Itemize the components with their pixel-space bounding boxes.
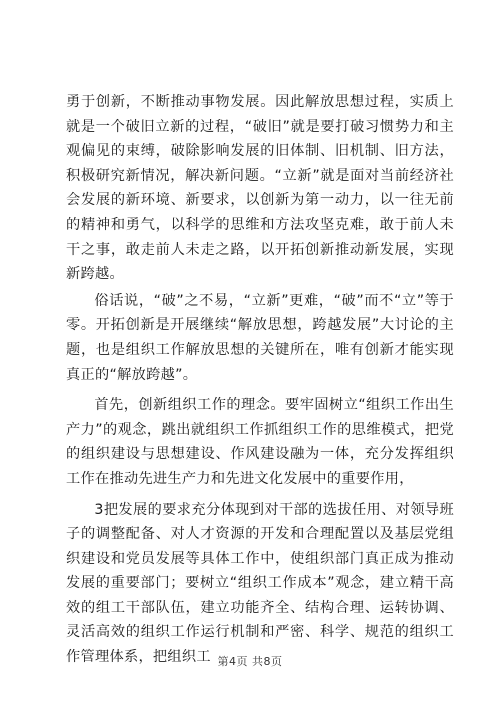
page-number-footer: 第4页 共8页 xyxy=(217,655,283,668)
paragraph-1: 勇于创新，不断推动事物发展。因此解放思想过程，实质上就是一个破旧立新的过程，“破旧”就是要打破习惯势力和主观偏见的束缚，破除影响发展的旧体制、旧机制、旧方法，积极研究新情况，解决新问题。“立新”就是面对当前经济社会发展的新环境、新要求，以创新为第一动力，以一往无前的精神和勇气，以科学的思维和方法攻坚克难，敢于前人未干之事，敢走前人未走之路，以开拓创新推动新发展，实现新跨越。 xyxy=(66,94,454,283)
paragraph-3: 首先，创新组织工作的理念。要牢固树立“组织工作出生产力”的观念，跳出就组织工作抓组织工作的思维模式，把党的组织建设与思想建设、作风建设融为一体，充分发挥组织工作在推动先进生产力和先进文化发展中的重要作用， xyxy=(66,397,454,487)
document-body xyxy=(66,90,454,670)
paragraph-2: 俗话说，“破”之不易，“立新”更难，“破”而不“立”等于零。开拓创新是开展继续“解放思想，跨越发展”大讨论的主题，也是组织工作解放思想的关键所在，唯有创新才能实现真正的“解放跨越”。 xyxy=(66,292,454,383)
paragraph-4: 3把发展的要求充分体现到对干部的选拔任用、对领导班子的调整配备、对人才资源的开发和合理配置以及基层党组织建设和党员发展等具体工作中，使组织部门真正成为推动发展的重要部门；要树立“组织工作成本”观念，建立精干高效的组工干部队伍，建立功能齐全、结构合理、运转协调、灵活高效的组织工作运行机制和严密、科学、规范的组织工作管理体系，把组织工 xyxy=(66,501,454,666)
